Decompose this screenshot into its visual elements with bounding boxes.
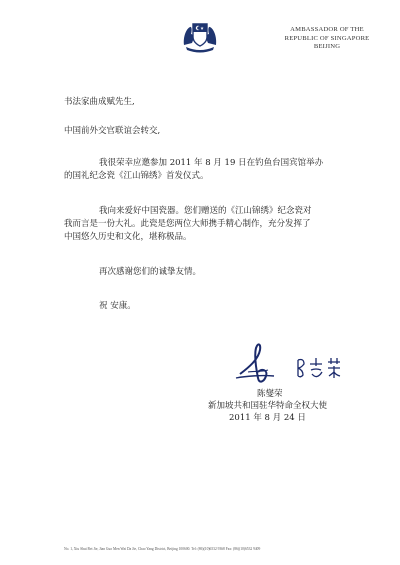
addressee: 书法家曲成赋先生, bbox=[64, 97, 135, 107]
signatory-title: 新加坡共和国驻华特命全权大使 bbox=[208, 401, 328, 411]
letter-date: 2011 年 8 月 24 日 bbox=[229, 413, 306, 423]
signatory-name: 陈燮荣 bbox=[257, 389, 283, 399]
para1-line1: 我很荣幸应邀参加 2011 年 8 月 19 日在钓鱼台国宾馆举办 bbox=[99, 158, 324, 168]
para3: 再次感谢您们的诚挚友情。 bbox=[99, 267, 202, 277]
letterhead-line-3: BEIJING bbox=[313, 43, 341, 51]
para2-line3: 中国悠久历史和文化，堪称极品。 bbox=[64, 232, 192, 242]
letterhead-line-2: REPUBLIC OF SINGAPORE bbox=[284, 34, 370, 42]
para2-line1: 我向来爱好中国瓷器。您们赠送的《江山锦绣》纪念瓷对 bbox=[99, 206, 312, 216]
para2-line2: 我而言是一份大礼。此瓷是您两位大师携手精心制作，充分发挥了 bbox=[64, 219, 311, 229]
closing: 祝 安康。 bbox=[99, 301, 136, 311]
forward-note: 中国前外交官联谊会转交, bbox=[64, 126, 161, 136]
coat-of-arms-icon bbox=[180, 15, 220, 55]
handwritten-signature bbox=[228, 338, 358, 386]
footer-address: No. 1, Xiu Shui Bei Jie, Jian Guo Men Wai Da Jie, Chao Yang District, Beijing 100600. Tel: (86)(10)6532 9368 Fax: (86)(10)6532 9409 bbox=[64, 547, 261, 551]
para1-line2: 的国礼纪念瓷《江山锦绣》首发仪式。 bbox=[64, 171, 209, 181]
letterhead-line-1: AMBASSADOR OF THE bbox=[290, 26, 364, 33]
letterhead bbox=[262, 26, 392, 52]
